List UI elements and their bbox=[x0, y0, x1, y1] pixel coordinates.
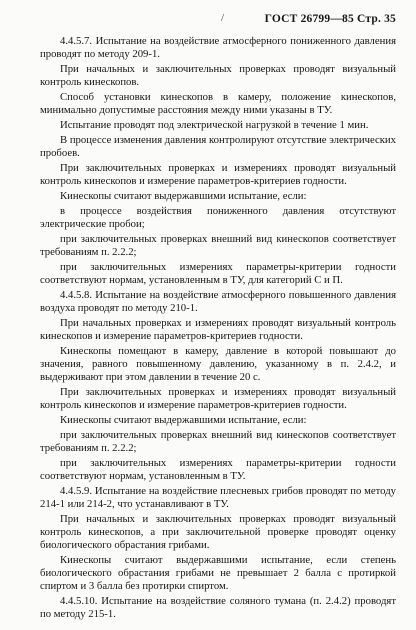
paragraph: 4.4.5.9. Испытание на воздействие плесневых грибов проводят по методу 214-1 или 214-2, что устанавливают в ТУ. bbox=[40, 484, 396, 510]
paragraph: в процессе воздействия пониженного давления отсутствуют электрические пробои; bbox=[40, 204, 396, 230]
paragraph: 4.4.5.8. Испытание на воздействие атмосферного повышенного давления воздуха проводят по методу 210-1. bbox=[40, 288, 396, 314]
paragraph: Кинескопы помещают в камеру, давление в которой повышают до значения, равного повышенному давлению, указанному в п. 2.4.2, и выдерживают при этом давлении в течение 20 с. bbox=[40, 344, 396, 383]
paragraph: При заключительных проверках и измерениях проводят визуальный контроль кинескопов и измерение параметров-критериев годности. bbox=[40, 161, 396, 187]
paragraph: Кинескопы считают выдержавшими испытание, если: bbox=[60, 413, 307, 426]
paragraph: 4.4.5.7. Испытание на воздействие атмосферного пониженного давления проводят по методу 209-1. bbox=[40, 35, 396, 61]
paragraph: Испытание проводят под электрической нагрузкой в течение 1 мин. bbox=[60, 119, 369, 131]
paragraph: При начальных и заключительных проверках проводят визуальный контроль кинескопов, а при заключительной проверке проводят оценку биологического обрастания грибами. bbox=[40, 512, 396, 551]
document-body bbox=[40, 35, 396, 623]
paragraph: Кинескопы считают выдержавшими испытание, если: bbox=[60, 189, 307, 202]
paragraph: При начальных проверках и измерениях проводят визуальный контроль кинескопов и измерение параметров-критериев годности. bbox=[40, 316, 396, 342]
paragraph: при заключительных измерениях параметры-критерии годности соответствуют нормам, установленным в ТУ, для категорий С и П. bbox=[40, 260, 396, 286]
corner-mark: / bbox=[221, 12, 225, 24]
paragraph: при заключительных проверках внешний вид кинескопов соответствует требованиям п. 2.2.2; bbox=[40, 232, 396, 258]
paragraph: Способ установки кинескопов в камеру, положение кинескопов, минимально допустимые расстояния между ними указаны в ТУ. bbox=[40, 91, 396, 117]
paragraph: при заключительных измерениях параметры-критерии годности соответствуют нормам, установленным в ТУ. bbox=[40, 456, 396, 482]
paragraph: В процессе изменения давления контролируют отсутствие электрических пробоев. bbox=[40, 133, 396, 159]
page-header: ГОСТ 26799—85 Стр. 35 bbox=[264, 13, 396, 25]
paragraph: Кинескопы считают выдержавшими испытание, если степень биологического обрастания грибами не превышает 2 балла с протиркой спиртом и 3 балла без протирки спиртом. bbox=[40, 553, 396, 593]
paragraph: 4.4.5.10. Испытание на воздействие соляного тумана (п. 2.4.2) проводят по методу 215-1. bbox=[40, 595, 396, 621]
paragraph: При начальных и заключительных проверках проводят визуальный контроль кинескопов. bbox=[40, 63, 396, 89]
paragraph: При заключительных проверках и измерениях проводят визуальный контроль кинескопов и измерение параметров-критериев годности. bbox=[40, 385, 396, 411]
paragraph: при заключительных проверках внешний вид кинескопов соответствует требованиям п. 2.2.2; bbox=[40, 428, 396, 454]
